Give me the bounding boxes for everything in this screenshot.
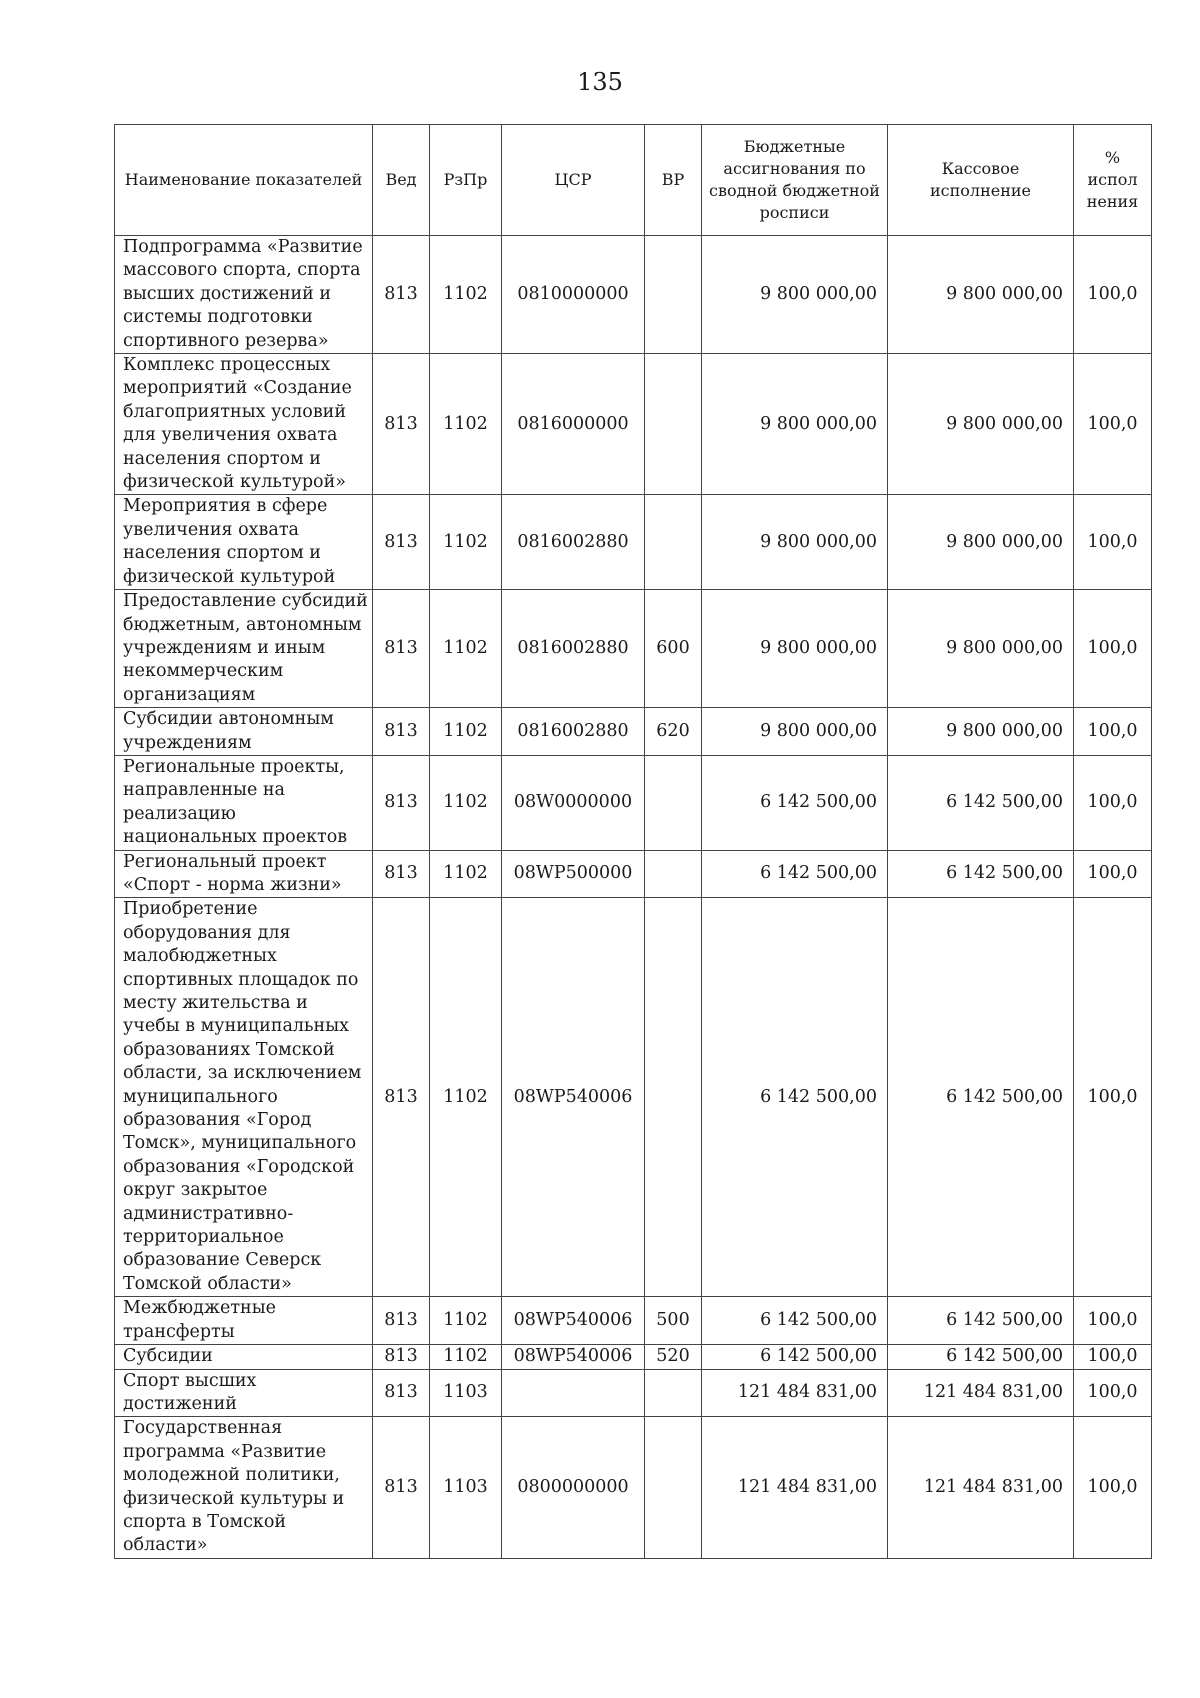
cell-vr [645, 1369, 702, 1417]
cell-vr [645, 755, 702, 850]
cell-fact: 6 142 500,00 [888, 1345, 1074, 1369]
table-row [115, 755, 1152, 850]
cell-ved: 813 [373, 850, 430, 898]
cell-name: Субсидии автономным учреждениям [115, 708, 373, 756]
cell-fact: 9 800 000,00 [888, 708, 1074, 756]
cell-ved: 813 [373, 1345, 430, 1369]
cell-ved: 813 [373, 755, 430, 850]
table-row [115, 898, 1152, 1297]
cell-pct: 100,0 [1074, 898, 1152, 1297]
table-body [115, 236, 1152, 1559]
cell-csr: 0816000000 [502, 354, 645, 495]
table-row [115, 850, 1152, 898]
cell-fact: 121 484 831,00 [888, 1417, 1074, 1558]
cell-rzpr: 1102 [430, 755, 502, 850]
header-plan: Бюджетные ассигнования по сводной бюджетной росписи [702, 125, 888, 236]
cell-pct: 100,0 [1074, 590, 1152, 708]
cell-csr [502, 1369, 645, 1417]
cell-pct: 100,0 [1074, 1345, 1152, 1369]
cell-pct: 100,0 [1074, 1417, 1152, 1558]
cell-csr: 0816002880 [502, 495, 645, 590]
cell-vr [645, 495, 702, 590]
cell-rzpr: 1103 [430, 1417, 502, 1558]
cell-rzpr: 1102 [430, 236, 502, 354]
cell-ved: 813 [373, 1297, 430, 1345]
header-fact: Кассовое исполнение [888, 125, 1074, 236]
cell-plan: 9 800 000,00 [702, 708, 888, 756]
table-row [115, 1417, 1152, 1558]
cell-plan: 6 142 500,00 [702, 1345, 888, 1369]
cell-plan: 9 800 000,00 [702, 236, 888, 354]
cell-rzpr: 1102 [430, 1297, 502, 1345]
cell-name: Предоставление субсидий бюджетным, автономным учреждениям и иным некоммерческим организациям [115, 590, 373, 708]
cell-csr: 08WP540006 [502, 1345, 645, 1369]
cell-plan: 9 800 000,00 [702, 590, 888, 708]
cell-plan: 9 800 000,00 [702, 354, 888, 495]
cell-plan: 121 484 831,00 [702, 1417, 888, 1558]
cell-rzpr: 1102 [430, 354, 502, 495]
cell-csr: 0816002880 [502, 708, 645, 756]
cell-plan: 9 800 000,00 [702, 495, 888, 590]
cell-vr [645, 1417, 702, 1558]
cell-rzpr: 1103 [430, 1369, 502, 1417]
cell-fact: 6 142 500,00 [888, 850, 1074, 898]
table-row [115, 1297, 1152, 1345]
table-row [115, 708, 1152, 756]
cell-ved: 813 [373, 590, 430, 708]
cell-pct: 100,0 [1074, 354, 1152, 495]
cell-ved: 813 [373, 1369, 430, 1417]
table-row [115, 236, 1152, 354]
cell-ved: 813 [373, 236, 430, 354]
cell-plan: 121 484 831,00 [702, 1369, 888, 1417]
cell-vr: 520 [645, 1345, 702, 1369]
cell-csr: 08WP540006 [502, 1297, 645, 1345]
cell-pct: 100,0 [1074, 495, 1152, 590]
table-row [115, 495, 1152, 590]
cell-fact: 9 800 000,00 [888, 495, 1074, 590]
cell-rzpr: 1102 [430, 708, 502, 756]
page-number: 135 [577, 68, 623, 96]
cell-rzpr: 1102 [430, 898, 502, 1297]
cell-name: Государственная программа «Развитие молодежной политики, физической культуры и спорта в Томской области» [115, 1417, 373, 1558]
cell-ved: 813 [373, 1417, 430, 1558]
cell-fact: 6 142 500,00 [888, 898, 1074, 1297]
header-name: Наименование показателей [115, 125, 373, 236]
cell-plan: 6 142 500,00 [702, 850, 888, 898]
cell-ved: 813 [373, 898, 430, 1297]
cell-fact: 9 800 000,00 [888, 236, 1074, 354]
cell-vr [645, 236, 702, 354]
header-vr: ВР [645, 125, 702, 236]
header-ved: Вед [373, 125, 430, 236]
cell-csr: 0800000000 [502, 1417, 645, 1558]
cell-vr [645, 898, 702, 1297]
cell-rzpr: 1102 [430, 590, 502, 708]
cell-ved: 813 [373, 708, 430, 756]
cell-vr: 500 [645, 1297, 702, 1345]
cell-fact: 6 142 500,00 [888, 755, 1074, 850]
cell-ved: 813 [373, 354, 430, 495]
cell-name: Мероприятия в сфере увеличения охвата населения спортом и физической культурой [115, 495, 373, 590]
cell-rzpr: 1102 [430, 1345, 502, 1369]
cell-ved: 813 [373, 495, 430, 590]
table-row [115, 354, 1152, 495]
cell-rzpr: 1102 [430, 850, 502, 898]
header-pct: % испол нения [1074, 125, 1152, 236]
cell-pct: 100,0 [1074, 1297, 1152, 1345]
cell-fact: 9 800 000,00 [888, 590, 1074, 708]
cell-plan: 6 142 500,00 [702, 1297, 888, 1345]
cell-fact: 6 142 500,00 [888, 1297, 1074, 1345]
cell-vr [645, 354, 702, 495]
cell-plan: 6 142 500,00 [702, 898, 888, 1297]
table-row [115, 1369, 1152, 1417]
header-rzpr: РзПр [430, 125, 502, 236]
cell-name: Субсидии [115, 1345, 373, 1369]
cell-name: Региональные проекты, направленные на реализацию национальных проектов [115, 755, 373, 850]
cell-name: Региональный проект «Спорт - норма жизни» [115, 850, 373, 898]
table-header [115, 125, 1152, 236]
cell-fact: 121 484 831,00 [888, 1369, 1074, 1417]
cell-name: Приобретение оборудования для малобюджетных спортивных площадок по месту жительства и учебы в муниципальных образованиях Томской области, за исключением муниципального образования «Город Томск», муниципального образования «Городской округ закрытое административно-территориальное образование Северск Томской области» [115, 898, 373, 1297]
cell-vr: 600 [645, 590, 702, 708]
cell-pct: 100,0 [1074, 236, 1152, 354]
cell-name: Комплекс процессных мероприятий «Создание благоприятных условий для увеличения охвата населения спортом и физической культурой» [115, 354, 373, 495]
cell-name: Спорт высших достижений [115, 1369, 373, 1417]
cell-pct: 100,0 [1074, 1369, 1152, 1417]
cell-pct: 100,0 [1074, 850, 1152, 898]
header-row [115, 125, 1152, 236]
cell-csr: 0816002880 [502, 590, 645, 708]
header-csr: ЦСР [502, 125, 645, 236]
cell-rzpr: 1102 [430, 495, 502, 590]
cell-csr: 08W0000000 [502, 755, 645, 850]
cell-csr: 0810000000 [502, 236, 645, 354]
table-row [115, 590, 1152, 708]
budget-execution-table [114, 124, 1152, 1559]
cell-csr: 08WP540006 [502, 898, 645, 1297]
cell-pct: 100,0 [1074, 755, 1152, 850]
cell-name: Межбюджетные трансферты [115, 1297, 373, 1345]
cell-fact: 9 800 000,00 [888, 354, 1074, 495]
cell-vr [645, 850, 702, 898]
cell-csr: 08WP500000 [502, 850, 645, 898]
table-row [115, 1345, 1152, 1369]
cell-pct: 100,0 [1074, 708, 1152, 756]
cell-plan: 6 142 500,00 [702, 755, 888, 850]
cell-vr: 620 [645, 708, 702, 756]
cell-name: Подпрограмма «Развитие массового спорта, спорта высших достижений и системы подготовки спортивного резерва» [115, 236, 373, 354]
